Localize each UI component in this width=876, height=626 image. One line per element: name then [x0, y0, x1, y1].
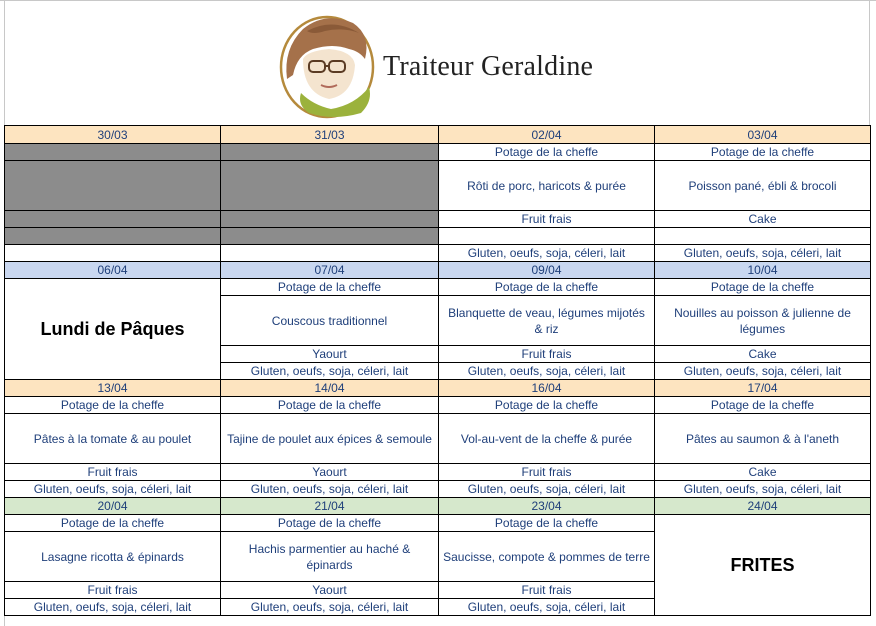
date-header-cell[interactable]: 16/04 [439, 380, 655, 397]
date-header-cell[interactable]: 14/04 [221, 380, 439, 397]
allergens-cell[interactable]: Gluten, oeufs, soja, céleri, lait [5, 481, 221, 498]
soup-cell[interactable]: Potage de la cheffe [655, 279, 871, 296]
weekly-menu-table [4, 125, 871, 616]
allergens-cell[interactable]: Gluten, oeufs, soja, céleri, lait [221, 363, 439, 380]
main-cell[interactable]: Couscous traditionnel [221, 296, 439, 346]
main-cell[interactable]: Nouilles au poisson & julienne de légumes [655, 296, 871, 346]
holiday-cell[interactable]: Lundi de Pâques [5, 279, 221, 380]
main-cell[interactable]: Pâtes au saumon & à l'aneth [655, 414, 871, 464]
dessert-cell[interactable]: Fruit frais [5, 464, 221, 481]
chef-portrait-logo [273, 9, 385, 119]
main-cell[interactable]: Poisson pané, ébli & brocoli [655, 161, 871, 211]
closed-day-cell[interactable] [221, 144, 439, 161]
main-cell[interactable]: Lasagne ricotta & épinards [5, 532, 221, 582]
allergens-cell[interactable]: Gluten, oeufs, soja, céleri, lait [439, 245, 655, 262]
soup-cell[interactable]: Potage de la cheffe [221, 397, 439, 414]
soup-cell[interactable]: Potage de la cheffe [221, 515, 439, 532]
empty-cell[interactable] [439, 228, 655, 245]
closed-day-cell[interactable] [221, 211, 439, 228]
main-cell[interactable]: Tajine de poulet aux épices & semoule [221, 414, 439, 464]
dessert-cell[interactable]: Fruit frais [439, 211, 655, 228]
date-header-cell[interactable]: 23/04 [439, 498, 655, 515]
date-header-cell[interactable]: 03/04 [655, 126, 871, 144]
sheet-gridline [869, 0, 870, 130]
main-cell[interactable]: Blanquette de veau, légumes mijotés & riz [439, 296, 655, 346]
empty-cell[interactable] [655, 228, 871, 245]
closed-day-cell[interactable] [221, 161, 439, 211]
closed-day-cell[interactable] [221, 228, 439, 245]
date-header-cell[interactable]: 20/04 [5, 498, 221, 515]
dessert-cell[interactable]: Yaourt [221, 464, 439, 481]
main-cell[interactable]: Pâtes à la tomate & au poulet [5, 414, 221, 464]
closed-day-cell[interactable] [5, 211, 221, 228]
date-header-cell[interactable]: 07/04 [221, 262, 439, 279]
date-header-cell[interactable]: 24/04 [655, 498, 871, 515]
closed-day-cell[interactable] [5, 245, 221, 262]
closed-day-cell[interactable] [5, 161, 221, 211]
date-header-cell[interactable]: 10/04 [655, 262, 871, 279]
allergens-cell[interactable]: Gluten, oeufs, soja, céleri, lait [655, 363, 871, 380]
main-cell[interactable]: Saucisse, compote & pommes de terre [439, 532, 655, 582]
dessert-cell[interactable]: Fruit frais [439, 346, 655, 363]
soup-cell[interactable]: Potage de la cheffe [439, 144, 655, 161]
header-banner [5, 1, 869, 125]
closed-day-cell[interactable] [5, 144, 221, 161]
dessert-cell[interactable]: Yaourt [221, 582, 439, 599]
allergens-cell[interactable]: Gluten, oeufs, soja, céleri, lait [655, 481, 871, 498]
brand-name: Traiteur Geraldine [383, 51, 594, 82]
soup-cell[interactable]: Potage de la cheffe [5, 397, 221, 414]
soup-cell[interactable]: Potage de la cheffe [655, 144, 871, 161]
date-header-cell[interactable]: 06/04 [5, 262, 221, 279]
special-menu-cell[interactable]: FRITES [655, 515, 871, 616]
soup-cell[interactable]: Potage de la cheffe [439, 515, 655, 532]
soup-cell[interactable]: Potage de la cheffe [221, 279, 439, 296]
dessert-cell[interactable]: Fruit frais [439, 464, 655, 481]
dessert-cell[interactable]: Yaourt [221, 346, 439, 363]
allergens-cell[interactable]: Gluten, oeufs, soja, céleri, lait [439, 481, 655, 498]
date-header-cell[interactable]: 17/04 [655, 380, 871, 397]
soup-cell[interactable]: Potage de la cheffe [5, 515, 221, 532]
allergens-cell[interactable]: Gluten, oeufs, soja, céleri, lait [439, 363, 655, 380]
closed-day-cell[interactable] [221, 245, 439, 262]
date-header-cell[interactable]: 13/04 [5, 380, 221, 397]
date-header-cell[interactable]: 30/03 [5, 126, 221, 144]
dessert-cell[interactable]: Cake [655, 346, 871, 363]
date-header-cell[interactable]: 21/04 [221, 498, 439, 515]
soup-cell[interactable]: Potage de la cheffe [439, 397, 655, 414]
date-header-cell[interactable]: 09/04 [439, 262, 655, 279]
date-header-cell[interactable]: 31/03 [221, 126, 439, 144]
soup-cell[interactable]: Potage de la cheffe [439, 279, 655, 296]
allergens-cell[interactable]: Gluten, oeufs, soja, céleri, lait [439, 599, 655, 616]
allergens-cell[interactable]: Gluten, oeufs, soja, céleri, lait [221, 481, 439, 498]
dessert-cell[interactable]: Cake [655, 211, 871, 228]
main-cell[interactable]: Hachis parmentier au haché & épinards [221, 532, 439, 582]
date-header-cell[interactable]: 02/04 [439, 126, 655, 144]
soup-cell[interactable]: Potage de la cheffe [655, 397, 871, 414]
main-cell[interactable]: Vol-au-vent de la cheffe & purée [439, 414, 655, 464]
dessert-cell[interactable]: Fruit frais [439, 582, 655, 599]
dessert-cell[interactable]: Fruit frais [5, 582, 221, 599]
closed-day-cell[interactable] [5, 228, 221, 245]
allergens-cell[interactable]: Gluten, oeufs, soja, céleri, lait [5, 599, 221, 616]
main-cell[interactable]: Rôti de porc, haricots & purée [439, 161, 655, 211]
allergens-cell[interactable]: Gluten, oeufs, soja, céleri, lait [221, 599, 439, 616]
dessert-cell[interactable]: Cake [655, 464, 871, 481]
allergens-cell[interactable]: Gluten, oeufs, soja, céleri, lait [655, 245, 871, 262]
